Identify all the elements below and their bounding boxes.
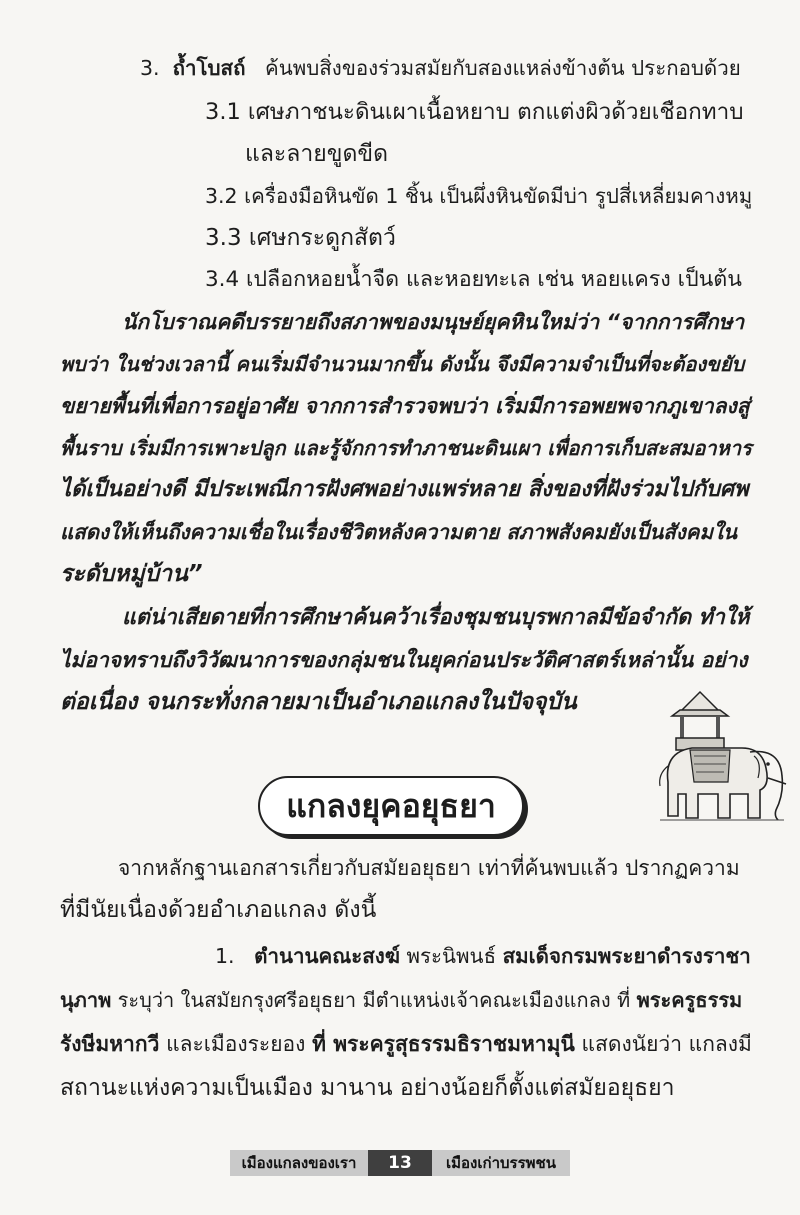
list-item-number: 3. <box>140 56 160 80</box>
quote-line: พื้นราบ เริ่มมีการเพาะปลูก และรู้จักการทำภาชนะดินเผา เพื่อการเก็บสะสมอาหาร <box>60 436 752 460</box>
footer-book-title: เมืองแกลงของเรา <box>230 1150 368 1176</box>
monk-name: ที่ พระครูสุธรรมธิราชมหามุนี <box>312 1032 575 1056</box>
footer-chapter-title: เมืองเก่าบรรพชน <box>432 1150 570 1176</box>
author-name-cont: นุภาพ <box>60 988 112 1012</box>
sub-item-3-4: 3.4 เปลือกหอยน้ำจืด และหอยทะเล เช่น หอยแครง เป็นต้น <box>205 267 742 292</box>
page-footer <box>230 1150 570 1176</box>
section-heading-box <box>258 776 524 836</box>
author-prefix: พระนิพนธ์ <box>406 944 497 968</box>
sub-item-3-1: 3.1 เศษภาชนะดินเผาเนื้อหยาบ ตกแต่งผิวด้วยเชือกทาบ <box>205 99 744 125</box>
quote-line: พบว่า ในช่วงเวลานี้ คนเริ่มมีจำนวนมากขึ้น ดังนั้น จึงมีความจำเป็นที่จะต้องขยับ <box>60 352 745 376</box>
quote-line: แสดงให้เห็นถึงความเชื่อในเรื่องชีวิตหลังความตาย สภาพสังคมยังเป็นสังคมใน <box>60 520 738 544</box>
sub-item-3-1-cont: และลายขูดขีด <box>245 141 389 167</box>
author-name: สมเด็จกรมพระยาดำรงราชา <box>502 944 751 968</box>
monk-name-cont: รังษีมหากวี <box>60 1032 160 1056</box>
quote-line: นักโบราณคดีบรรยายถึงสภาพของมนุษย์ยุคหินใหม่ว่า “จากการศึกษา <box>122 310 745 334</box>
section-heading: แกลงยุคอยุธยา <box>286 786 496 825</box>
paragraph-line: แต่น่าเสียดายที่การศึกษาค้นคว้าเรื่องชุมชนบุรพกาลมีข้อจำกัด ทำให้ <box>122 605 750 630</box>
source-title: ตำนานคณะสงฆ์ <box>254 944 400 968</box>
list-item-1-line <box>215 940 751 972</box>
intro-line: ที่มีนัยเนื่องด้วยอำเภอแกลง ดังนี้ <box>60 897 377 923</box>
paragraph-line: ต่อเนื่อง จนกระทั่งกลายมาเป็นอำเภอแกลงในปัจจุบัน <box>60 689 577 715</box>
monk-name: พระครูธรรม <box>636 988 743 1012</box>
list-item-text: ค้นพบสิ่งของร่วมสมัยกับสองแหล่งข้างต้น ประกอบด้วย <box>265 56 741 80</box>
list-item-3 <box>140 52 741 84</box>
page-number: 13 <box>368 1150 432 1176</box>
sub-item-3-3: 3.3 เศษกระดูกสัตว์ <box>205 225 396 251</box>
list-item-1-line <box>60 984 742 1016</box>
list-item-1-line <box>60 1028 752 1060</box>
list-item-text: และเมืองระยอง <box>166 1032 306 1056</box>
site-name: ถ้ำโบสถ์ <box>172 56 246 80</box>
list-item-number: 1. <box>215 944 235 968</box>
quote-line: ระดับหมู่บ้าน” <box>60 561 203 587</box>
elephant-with-howdah-illustration <box>650 690 790 830</box>
paragraph-line: ไม่อาจทราบถึงวิวัฒนาการของกลุ่มชนในยุคก่อนประวัติศาสตร์เหล่านั้น อย่าง <box>60 648 748 672</box>
quote-line: ขยายพื้นที่เพื่อการอยู่อาศัย จากการสำรวจพบว่า เริ่มมีการอพยพจากภูเขาลงสู่ <box>60 394 750 418</box>
intro-line: จากหลักฐานเอกสารเกี่ยวกับสมัยอยุธยา เท่าที่ค้นพบแล้ว ปรากฏความ <box>118 856 740 880</box>
quote-line: ได้เป็นอย่างดี มีประเพณีการฝังศพอย่างแพร่หลาย สิ่งของที่ฝังร่วมไปกับศพ <box>60 477 749 502</box>
sub-item-3-2: 3.2 เครื่องมือหินขัด 1 ชิ้น เป็นผึ่งหินขัดมีบ่า รูปสี่เหลี่ยมคางหมู <box>205 184 753 208</box>
list-item-1-line: สถานะแห่งความเป็นเมือง มานาน อย่างน้อยก็ตั้งแต่สมัยอยุธยา <box>60 1075 675 1101</box>
list-item-text: แสดงนัยว่า แกลงมี <box>581 1032 752 1056</box>
list-item-text: ระบุว่า ในสมัยกรุงศรีอยุธยา มีตำแหน่งเจ้าคณะเมืองแกลง ที่ <box>117 988 631 1012</box>
